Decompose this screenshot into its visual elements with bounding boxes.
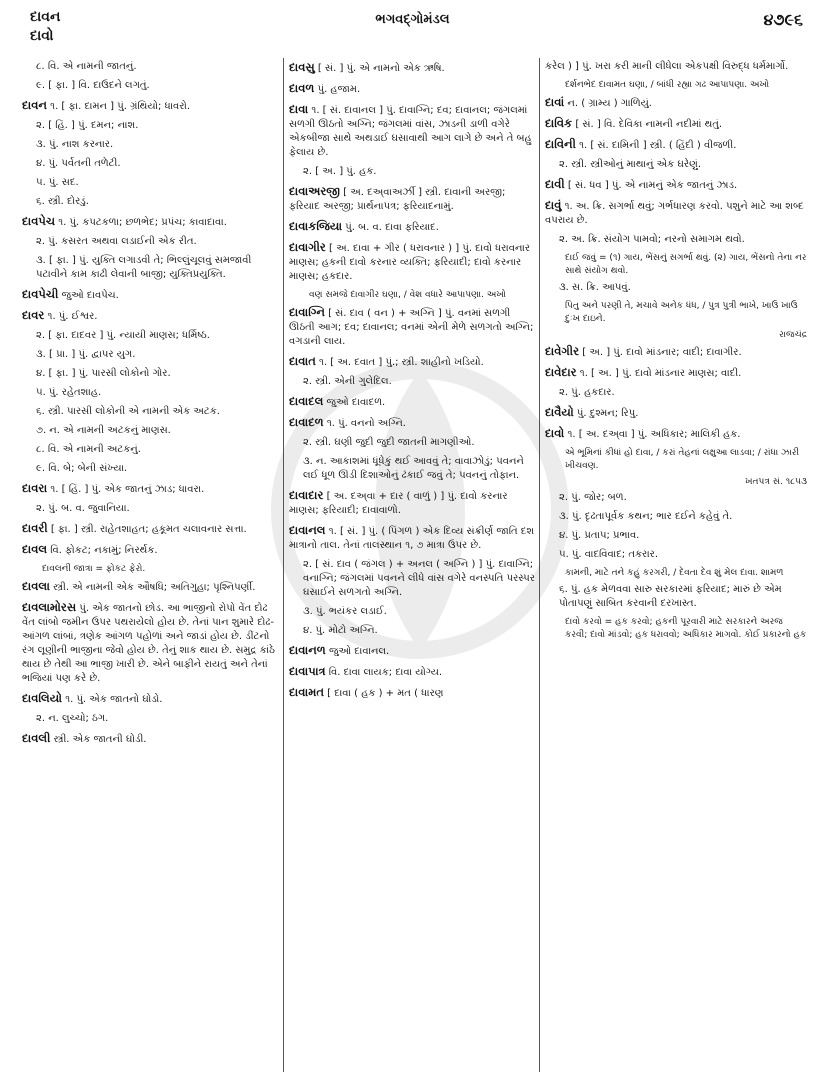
dictionary-entry <box>22 521 280 537</box>
dictionary-entry <box>303 375 536 389</box>
definition-text: પિતુ અને પરણી તે, મચાવે અનેક ધંધ, / પુત્ર પુત્રી ભાખે, ખાઉ ખાઉ દુઃખ દાઇને. <box>565 301 798 324</box>
definition-text: પું. હજામ. <box>317 84 361 95</box>
definition-text: ૪. પું. પ્રતાપ; પ્રભાવ. <box>559 530 640 541</box>
headword: દાવાગ્નિ <box>289 305 325 319</box>
headword: દાવાપાત્ર <box>289 664 326 678</box>
dictionary-entry <box>545 177 807 193</box>
definition-text: ૧. પું. ઈશ્વર. <box>47 311 98 322</box>
definition-text: કામની, માટે તને કહું કરગરી, / દેવતા દેવ શું મેલ દાવા. શામળ <box>565 568 784 578</box>
definition-text: ૬. સ્ત્રી. પારસી લોકોની એ નામની એક અટક. <box>36 406 220 417</box>
definition-text: દાઈ જવું = (૧) ગાય, ભેંસનું સગર્ભા થવું. (૨) ગાય, ભેંસનો તેના નર સાથે સંયોગ થવો. <box>565 253 807 276</box>
page-header <box>0 0 825 52</box>
headword: દાવાત <box>289 354 316 368</box>
definition-text: એ ભૂમિનાં કીધાં હો દાવા, / કરાં તેહનાં લક્ષુઆ લાડવા; / રાંધા ઝારી ખીચવણ. <box>565 448 800 471</box>
dictionary-entry <box>36 502 280 516</box>
definition-text: વિ. ફોકટ; નકામું; નિરર્થક. <box>50 545 158 556</box>
dictionary-entry <box>36 405 280 419</box>
dictionary-entry <box>22 308 280 324</box>
definition-text: રાજચંદ્ર <box>779 330 807 340</box>
definition-text: [ ફા. ] સ્ત્રી. રાહેતશાહત; હકૂમત ચલાવનાર સત્તા. <box>50 524 247 535</box>
dictionary-entry <box>22 579 280 595</box>
dictionary-entry <box>22 98 280 114</box>
dictionary-entry <box>36 712 280 726</box>
headword: દાવલ <box>22 542 48 556</box>
headword: દાવૈયો <box>545 405 574 419</box>
column-divider-2 <box>539 58 540 1072</box>
headword: દાવા <box>289 102 309 116</box>
definition-text: ૨. પું. હકદાર. <box>559 387 615 398</box>
dictionary-entry <box>289 664 536 680</box>
dictionary-entry <box>559 510 807 524</box>
dictionary-entry <box>303 605 536 619</box>
headword: દાવરી <box>22 521 48 535</box>
definition-text: વિ. દાવા લાયક; દાવા યોગ્ય. <box>328 667 443 678</box>
definition-text: ૬. પું. હક મેળવવા સારુ સરકારમાં ફરિયાદ; મારું છે એમ પોતાપણું સાબિત કરવાની દરખાસ્ત. <box>559 584 782 609</box>
definition-text: ૨. પું. બ. વ. જુવાનિયા. <box>36 503 130 514</box>
dictionary-entry <box>303 436 536 450</box>
dictionary-entry <box>289 60 536 76</box>
definition-text: [ અ. દઅ્વાઅર્ઝી ] સ્ત્રી. દાવાની અરજી; ફરિયાદ અરજી; પ્રાર્થનાપત્ર; ફરિયાદનામું. <box>289 187 506 212</box>
definition-text: ખતપત્ર સં. ૧૮૫૩ <box>745 477 807 487</box>
dictionary-entry <box>303 455 536 483</box>
definition-text: ૨. સ્ત્રી. ઘણી જુદી જુદી જાતની માગણીઓ. <box>303 437 475 448</box>
definition-text: ૨. [ હિં. ] પું. દમન; નાશ. <box>36 120 139 131</box>
definition-text: કરેલ ) ] પું. ખરા કરી માની લીધેલા એકપક્ષી વિરુદ્ધ ધર્મમાર્ગો. <box>545 61 789 72</box>
definition-text: પું. દુશ્મન; રિપુ. <box>576 408 639 419</box>
dictionary-entry <box>545 344 807 360</box>
page-title: ભગવદ્ગોમંડલ <box>375 12 450 27</box>
definition-text: ૫. પું. સદ. <box>36 177 79 188</box>
definition-text: સ્ત્રી. એ નામની એક ઔષધિ; અતિગુહા; પૃશ્નિપર્ણી. <box>53 582 256 593</box>
attribution <box>545 329 807 341</box>
dictionary-entry <box>289 305 536 349</box>
dictionary-entry <box>36 235 280 249</box>
dictionary-entry <box>303 165 536 179</box>
dictionary-entry <box>22 287 280 303</box>
definition-text: જુઓ દાવાદળ. <box>326 397 386 408</box>
definition-text: [ અ. દાવા + ગીર ( ધરાવનાર ) ] પું. દાવો ધરાવનાર માણસ; હકની દાવો કરનાર વ્યક્તિ; ફરિયાદી; દાવો કરનાર માણસ; હકદાર. <box>289 243 531 282</box>
dictionary-entry <box>289 488 536 518</box>
headword: દાવલી <box>22 731 51 745</box>
definition-text: ૩. પું. ભયંકર લડાઈ. <box>303 606 387 617</box>
definition-text: [ સં. ધવ ] પું. એ નામનું એક જાતનું ઝાડ. <box>567 180 738 191</box>
headword: દાવિની <box>545 137 576 151</box>
definition-text: ૬. સ્ત્રી. દોરડું. <box>36 196 89 207</box>
definition-text: ન. ( ગ્રામ્ય ) ગાળિયું. <box>567 98 652 109</box>
headword: દાવેગીર <box>545 344 580 358</box>
headword: દાવેદાર <box>545 365 577 379</box>
definition-text: ૪. પું. પર્વતની તળેટી. <box>36 158 121 169</box>
definition-text: [ અ. ] પું. દાવો માંડનાર; વાદી; દાવાગીર. <box>582 347 742 358</box>
quotation <box>565 79 807 92</box>
dictionary-entry <box>559 529 807 543</box>
dictionary-entry <box>545 405 807 421</box>
quotation <box>565 567 807 580</box>
dictionary-entry <box>289 81 536 97</box>
dictionary-entry <box>36 462 280 476</box>
dictionary-entry <box>303 558 536 600</box>
dictionary-entry <box>36 348 280 362</box>
headword: દાવાદાર <box>289 488 324 502</box>
definition-text: ૧. પું. એક જાતનો ઘોડો. <box>65 694 163 705</box>
headword: દાવાકજિયા <box>289 219 343 233</box>
headword: દાવું <box>545 198 562 212</box>
headword: દાવાનલ <box>289 523 326 537</box>
dictionary-entry <box>559 548 807 562</box>
headword: દાવલિયો <box>22 691 62 705</box>
dictionary-entry <box>22 214 280 230</box>
definition-text: દાવલની જાત્રા = ફોકટ ફેરો. <box>42 564 146 574</box>
definition-text: ૩. સ. ક્રિ. આપવું. <box>559 282 631 293</box>
headword: દાવળ <box>289 81 315 95</box>
column-3 <box>545 60 807 1070</box>
definition-text: ૪. પું. મોટો અગ્નિ. <box>303 625 378 636</box>
definition-text: સ્ત્રી. એક જાતની ઘોડી. <box>53 734 147 745</box>
dictionary-entry <box>22 691 280 707</box>
definition-text: ૨. [ અ. ] પું. હક. <box>303 166 377 177</box>
dictionary-entry <box>289 102 536 160</box>
column-2 <box>289 60 536 1070</box>
quotation <box>565 300 807 326</box>
definition-text: ૨. સ્ત્રી. સ્ત્રીઓનું માથાનું એક ઘરેણું. <box>559 159 701 170</box>
definition-text: ૩. પું. દૃઢતાપૂર્વક કથન; ભાર દઈને કહેવું તે. <box>559 511 733 522</box>
dictionary-entry <box>36 157 280 171</box>
headword: દાવસુ <box>289 60 315 74</box>
dictionary-entry <box>289 240 536 284</box>
definition-text: ૯. વિ. બે; બેની સંખ્યા. <box>36 463 128 474</box>
definition-text: દર્શનભેદ દાવામત ઘણા, / બાંધી રહ્યા ગઢ આપાપણા. અખો <box>565 80 770 90</box>
dictionary-entry <box>289 685 536 701</box>
dictionary-entry <box>36 386 280 400</box>
dictionary-entry <box>545 365 807 381</box>
dictionary-entry <box>545 137 807 153</box>
guide-word-bottom: દાવો <box>30 28 54 44</box>
definition-text: જુઓ દાવપેચ. <box>61 290 119 301</box>
headword: દાવપેચી <box>22 287 59 301</box>
headword: દાવાદલ <box>289 394 324 408</box>
definition-text: ૧. [ સં. દામિની ] સ્ત્રી. ( હિંદી ) વીજળી. <box>579 140 737 151</box>
definition-text: પું. બ. વ. દાવા ફરિયાદ. <box>345 222 439 233</box>
dictionary-entry <box>559 491 807 505</box>
definition-text: ૨. ન. લુચ્ચો; ઠગ. <box>36 713 109 724</box>
dictionary-entry <box>289 184 536 214</box>
column-divider-1 <box>283 58 284 1072</box>
definition-text: ૧. [ ફા. દામન ] પું. ગ્રંથિયો; ધાવરો. <box>50 101 191 112</box>
headword: દાવિક <box>545 116 573 130</box>
dictionary-entry <box>559 386 807 400</box>
headword: દાવી <box>545 177 565 191</box>
definition-text: ૧. [ અ. ] પું. દાવો માંડનાર માણસ; વાદી. <box>579 368 742 379</box>
dictionary-entry <box>36 367 280 381</box>
dictionary-entry <box>559 233 807 247</box>
definition-text: ૧. [ અ. દઅ્વા ] પું. અધિકાર; માલિકી હક. <box>567 429 741 440</box>
headword: દાવામત <box>289 685 324 699</box>
dictionary-entry <box>559 583 807 611</box>
dictionary-entry <box>559 281 807 295</box>
guide-word-top: દાવન <box>30 9 61 25</box>
attribution <box>545 476 807 488</box>
definition-text: ૧. [ અ. દવાત ] પું.; સ્ત્રી. શાહીનો ખડિયો. <box>319 357 484 368</box>
dictionary-entry <box>36 138 280 152</box>
headword: દાવાં <box>545 95 565 109</box>
definition-text: ૫. પું. વાદવિવાદ; તકરાર. <box>559 549 659 560</box>
dictionary-entry <box>289 219 536 235</box>
headword: દાવલા <box>22 579 50 593</box>
headword: દાવાદળ <box>289 415 324 429</box>
definition-text: [ સં. દાવ ( વન ) + અગ્નિ ] પું. વનમાં સળગી ઊઠતી આગ; દવ; દાવાનલ; વનમાં એની મેળે સળગતો અગ્નિ; વગડાની લાય. <box>289 308 534 347</box>
definition-text: [ અ. દઅ્વા + દાર ( વાળું ) ] પું. દાવો કરનાર માણસ; ફરિયાદી; દાવાવાળો. <box>289 491 508 516</box>
dictionary-entry <box>545 116 807 132</box>
definition-text: ૧. અ. ક્રિ. સગર્ભા થવું; ગર્ભધારણ કરવો. પશુને માટે આ શબ્દ વપરાય છે. <box>545 201 804 226</box>
dictionary-entry <box>22 600 280 686</box>
dictionary-entry <box>36 176 280 190</box>
headword: દાવરા <box>22 481 48 495</box>
dictionary-entry <box>545 198 807 228</box>
headword: દાવાઅરજી <box>289 184 340 198</box>
definition-text: ૧. પું. વનનો અગ્નિ. <box>326 418 406 429</box>
definition-text: ૫. પું. રહેતશાહ. <box>36 387 102 398</box>
definition-text: [ દાવા ( હક ) + મત ( ધારણ <box>327 688 444 699</box>
headword: દાવપેચ <box>22 214 56 228</box>
definition-text: [ સં. ] વિ. દેવિકા નામની નદીમાં થતું. <box>575 119 723 130</box>
dictionary-entry <box>22 481 280 497</box>
dictionary-entry <box>22 731 280 747</box>
dictionary-entry <box>289 523 536 553</box>
dictionary-entry <box>559 158 807 172</box>
definition-text: ૩. [ પ્રા. ] પું. દ્વાપર યુગ. <box>36 349 136 360</box>
page-number: ૪૭૯૬ <box>763 10 803 29</box>
headword: દાવલામોરસ <box>22 600 77 614</box>
definition-text: ૧. [ હિં. ] પું. એક જાતનું ઝાડ; ધાવરા. <box>50 484 205 495</box>
definition-text: ૨. [ સં. દાવ ( જંગલ ) + અનલ ( અગ્નિ ) ] પું. દાવાગ્નિ; વનાગ્નિ; જંગલમાં પવનને લીધે વાંસ વગેરે વનસ્પતિ પરસ્પર ઘસાઈને સળગતો અગ્નિ. <box>303 559 535 598</box>
definition-text: ૭. ન. એ નામની અટકનું માણસ. <box>36 425 171 436</box>
definition-text: પું. એક જાતનો છોડ. આ ભાજીનો રોપો વેંત દોઢ વેંત લાંબો જમીન ઉપર પથરાયેલો હોય છે. તેનાં પાન શુમારે દોઢ-આંગળ લાંબાં, ત્રણેક આંગળ પહોળાં અને જાડાં હોય છે. ડીંટનો રંગ લૂણીની ભાજીના જેવો હોય છે. તેનું શાક થાય છે. સમુદ્ર કાંઠે થાય છે તેથી આ ભાજી ખારી છે. એને બાફીને રાયતું અને તેનાં ભજિયાં પણ કરે છે. <box>22 603 275 684</box>
dictionary-entry <box>36 329 280 343</box>
headword: દાવો <box>545 426 565 440</box>
definition-text: વણ સમજે દાવાગીર ઘણા, / વેશ વધારે આપાપણા. અખો <box>309 290 506 300</box>
dictionary-entry <box>545 426 807 442</box>
definition-text: દાવો કરવો = હક કરવો; હકની પૂરવારી માટે સરકારને અરજ કરવી; દાવો માંડવો; હક ધરાવવો; અધિકાર માગવો. કોઈ પ્રકારનો હક <box>565 617 807 640</box>
quotation <box>565 447 807 473</box>
dictionary-entry <box>36 79 280 93</box>
dictionary-entry <box>22 542 280 558</box>
quotation <box>309 289 536 302</box>
definition-text: ૩. [ ફા. ] પું. યુક્તિ લગાડવી તે; ભિલ્લુંચૂલવું સમજાવી પટાવીને કામ કાઢી લેવાની બાજી; યુક્તિપ્રયુક્તિ. <box>36 255 252 280</box>
definition-text: ૧. પું. કપટકળા; છળભેદ; પ્રપંચ; કાવાદાવા. <box>58 217 227 228</box>
dictionary-entry <box>36 443 280 457</box>
dictionary-entry <box>36 195 280 209</box>
dictionary-entry <box>545 95 807 111</box>
definition-text: ૩. પું. નાશ કરનાર. <box>36 139 114 150</box>
definition-text: ૨. અ. ક્રિ. સંયોગ પામવો; નરનો સમાગમ થવો. <box>559 234 745 245</box>
definition-text: ૧. [ સં. ] પું. ( પિંગળ ) એક દિવ્ય સંક્રીર્ણ જાતિ દશ માત્રાનો તાલ. તેનાં તાલસ્થાન ૧, ૭ માત્રા ઉપર છે. <box>289 526 535 551</box>
dictionary-entry <box>289 415 536 431</box>
quotation <box>565 616 807 642</box>
headword: દાવાગીર <box>289 240 326 254</box>
definition-text: ૮. વિ. એ નામની જાતનું. <box>36 61 137 72</box>
definition-text: ૮. વિ. એ નામની અટકનું. <box>36 444 141 455</box>
quotation <box>42 563 280 576</box>
dictionary-entry <box>289 643 536 659</box>
dictionary-entry <box>36 119 280 133</box>
dictionary-entry <box>545 60 807 74</box>
definition-text: ૨. સ્ત્રી. એની ગુલેદિલ. <box>303 376 392 387</box>
dictionary-entry <box>36 424 280 438</box>
definition-text: ૯. [ ફા. ] વિ. દાઉદને લગતું. <box>36 80 150 91</box>
dictionary-entry <box>303 624 536 638</box>
definition-text: ૧. [ સં. દાવાનલ ] પું. દાવાગ્નિ; દવ; દાવાનલ; જંગલમાં સળગી ઊઠતો અગ્નિ; જંગલમાં વાંસ, ઝાડની ડાળી વગેરે એકબીજા સાથે અથડાઈ ઘસાવાથી આગ લાગે છે અને તે બહુ ફેલાય છે. <box>289 105 532 158</box>
dictionary-entry <box>36 254 280 282</box>
dictionary-entry <box>289 394 536 410</box>
definition-text: જુઓ દાવાનલ. <box>328 646 390 657</box>
definition-text: ૩. ન. આકાશમાં ધૂંધેકું થઈ આવવું તે; વાવાઝોડું; પવનને લઈ ધૂળ ઊડી દિશાઓનું ઢંકાઈ જવું તે; પવનનું તોફાન. <box>303 456 524 481</box>
definition-text: ૨. પું. જોર; બળ. <box>559 492 627 503</box>
quotation <box>565 252 807 278</box>
dictionary-entry <box>289 354 536 370</box>
headword: દાવન <box>22 98 47 112</box>
headword: દાવર <box>22 308 45 322</box>
dictionary-entry <box>36 60 280 74</box>
definition-text: ૨. પું. કસરત અથવા લડાઈની એક રીત. <box>36 236 197 247</box>
headword: દાવાનળ <box>289 643 326 657</box>
definition-text: [ સં. ] પું. એ નામનો એક ઋષિ. <box>317 63 445 74</box>
definition-text: ૪. [ ફા. ] પું. પારસી લોકોનો ગોર. <box>36 368 171 379</box>
column-1 <box>22 60 280 1070</box>
definition-text: ૨. [ ફા. દાદવર ] પું. ન્યાયી માણસ; ધર્મિષ્ઠ. <box>36 330 210 341</box>
